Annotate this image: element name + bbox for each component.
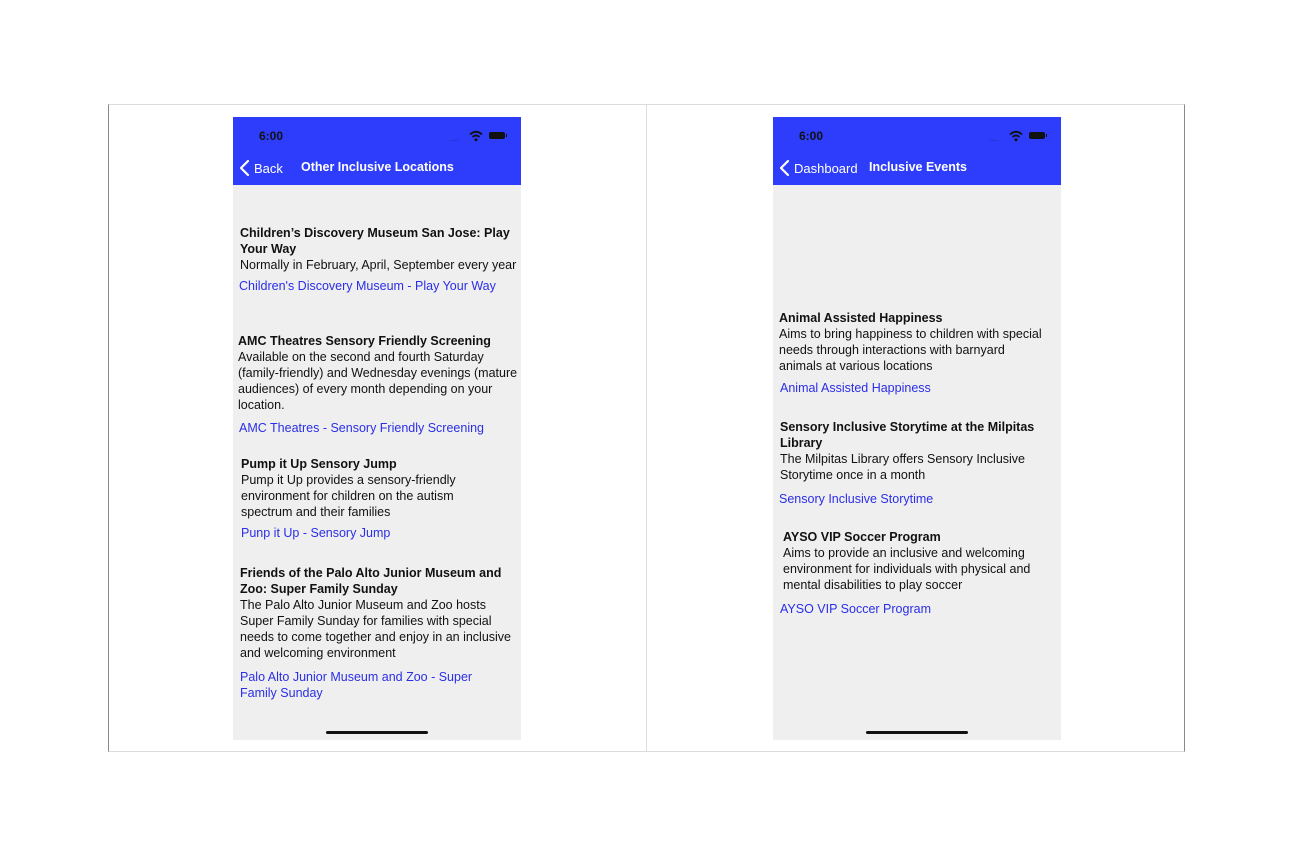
status-time: 6:00 bbox=[259, 129, 284, 143]
item-description: Aims to provide an inclusive and welcoming environment for individuals with physical and mental disabilities to play soccer bbox=[783, 546, 1031, 592]
list-item bbox=[780, 529, 1059, 617]
nav-bar bbox=[233, 117, 521, 185]
item-title: AMC Theatres Sensory Friendly Screening bbox=[238, 334, 491, 348]
item-link[interactable]: Animal Assisted Happiness bbox=[780, 381, 931, 395]
item-description: Pump it Up provides a sensory-friendly environment for children on the autism spectrum and their families bbox=[241, 473, 456, 519]
item-link[interactable]: AMC Theatres - Sensory Friendly Screening bbox=[239, 421, 485, 435]
list-item bbox=[779, 310, 1049, 396]
battery-icon bbox=[489, 132, 505, 139]
page-title: Inclusive Events bbox=[869, 160, 967, 174]
wifi-icon bbox=[469, 130, 483, 142]
home-indicator bbox=[326, 731, 428, 734]
list-item bbox=[241, 456, 503, 541]
item-title: Sensory Inclusive Storytime at the Milpitas Library bbox=[780, 420, 1035, 450]
chevron-left-icon bbox=[238, 159, 252, 177]
item-link[interactable]: AYSO VIP Soccer Program bbox=[780, 602, 931, 616]
item-title: Friends of the Palo Alto Junior Museum and Zoo: Super Family Sunday bbox=[240, 566, 502, 596]
item-description: The Milpitas Library offers Sensory Inclusive Storytime once in a month bbox=[780, 452, 1026, 482]
back-label: Dashboard bbox=[794, 160, 858, 176]
status-icons bbox=[987, 130, 1047, 142]
item-description: The Palo Alto Junior Museum and Zoo hosts Super Family Sunday for families with special needs to come together and enjoy in an inclusive and welcoming environment bbox=[240, 598, 512, 660]
list-item bbox=[240, 225, 518, 294]
chevron-left-icon bbox=[778, 159, 792, 177]
list-item bbox=[238, 333, 518, 436]
item-link[interactable]: Palo Alto Junior Museum and Zoo - Super Family Sunday bbox=[240, 670, 473, 700]
frame-divider bbox=[646, 104, 647, 752]
signal-icon: .... bbox=[449, 133, 460, 143]
item-title: AYSO VIP Soccer Program bbox=[783, 530, 941, 544]
list-item bbox=[780, 419, 1059, 507]
item-description: Normally in February, April, September every year bbox=[240, 258, 517, 272]
item-link[interactable]: Punp it Up - Sensory Jump bbox=[241, 526, 391, 540]
home-indicator bbox=[866, 731, 968, 734]
signal-icon: .... bbox=[989, 133, 1000, 143]
list-item bbox=[240, 565, 519, 701]
back-button[interactable] bbox=[238, 158, 283, 178]
status-icons bbox=[447, 130, 507, 142]
item-description: Available on the second and fourth Saturday (family-friendly) and Wednesday evenings (mature audiences) of every month depending on your location. bbox=[238, 350, 518, 412]
item-title: Pump it Up Sensory Jump bbox=[241, 457, 397, 471]
wifi-icon bbox=[1009, 130, 1023, 142]
battery-icon bbox=[1029, 132, 1045, 139]
status-time: 6:00 bbox=[799, 129, 824, 143]
item-link[interactable]: Children's Discovery Museum - Play Your Way bbox=[239, 279, 496, 293]
back-button[interactable] bbox=[778, 158, 858, 178]
item-link[interactable]: Sensory Inclusive Storytime bbox=[779, 492, 934, 506]
nav-bar bbox=[773, 117, 1061, 185]
page-title: Other Inclusive Locations bbox=[301, 160, 454, 174]
phone-screen-inclusive-events bbox=[773, 117, 1061, 740]
back-label: Back bbox=[254, 160, 283, 176]
item-title: Animal Assisted Happiness bbox=[779, 311, 943, 325]
item-description: Aims to bring happiness to children with special needs through interactions with barnyard animals at various locations bbox=[779, 327, 1042, 373]
phone-screen-other-inclusive-locations bbox=[233, 117, 521, 740]
item-title: Children’s Discovery Museum San Jose: Play Your Way bbox=[240, 226, 510, 256]
